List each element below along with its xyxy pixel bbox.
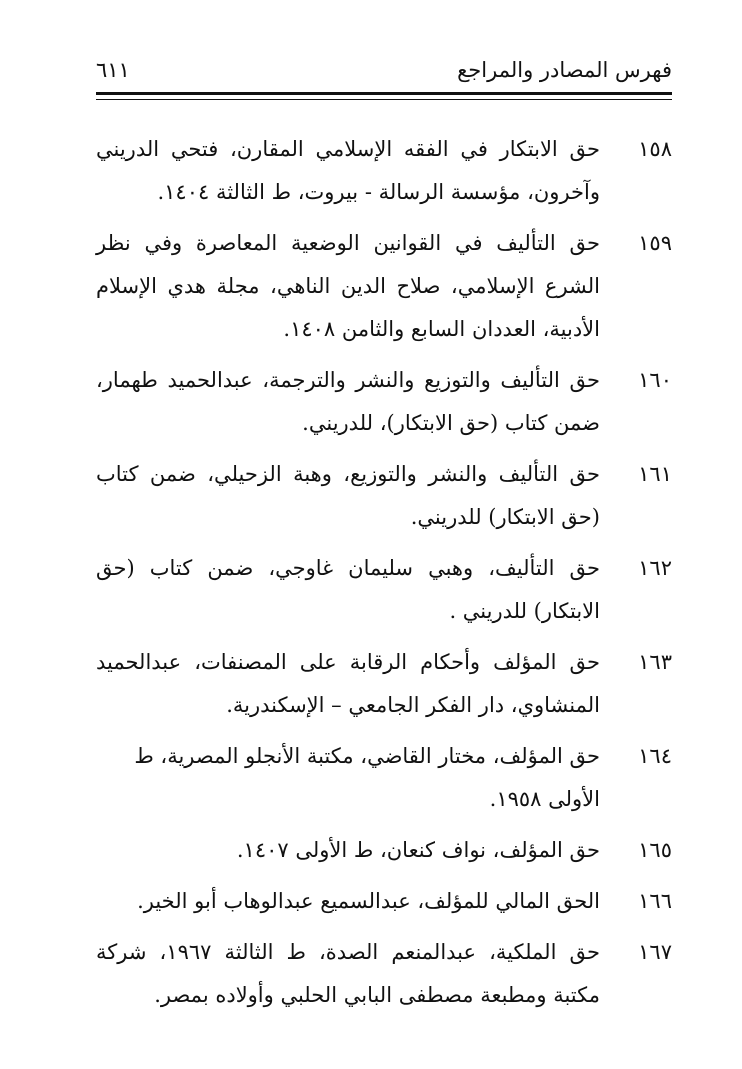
bibliography-list xyxy=(96,128,672,1025)
bibliography-entry xyxy=(96,641,672,727)
bibliography-entry xyxy=(96,880,672,923)
entry-number: ١٦١ xyxy=(638,462,672,486)
bibliography-entry xyxy=(96,931,672,1017)
entry-text: حق المؤلف وأحكام الرقابة على المصنفات، عبدالحميد المنشاوي، دار الفكر الجامعي – الإسكندرية. xyxy=(96,650,600,717)
entry-number: ١٦٧ xyxy=(638,940,672,964)
entry-number: ١٥٨ xyxy=(638,137,672,161)
entry-number: ١٦٣ xyxy=(638,650,672,674)
entry-number: ١٦٤ xyxy=(638,744,672,768)
bibliography-entry xyxy=(96,359,672,445)
entry-text: الحق المالي للمؤلف، عبدالسميع عبدالوهاب أبو الخير. xyxy=(137,889,600,913)
running-title: فهرس المصادر والمراجع xyxy=(457,58,672,82)
entry-text: حق الابتكار في الفقه الإسلامي المقارن، فتحي الدريني وآخرون، مؤسسة الرسالة - بيروت، ط الثالثة ١٤٠٤. xyxy=(96,137,600,204)
header-rule-thin xyxy=(96,99,672,100)
entry-number: ١٥٩ xyxy=(638,231,672,255)
bibliography-entry xyxy=(96,547,672,633)
header-rule-thick xyxy=(96,92,672,95)
bibliography-entry xyxy=(96,222,672,351)
entry-number: ١٦٦ xyxy=(638,889,672,913)
entry-text: حق المؤلف، مختار القاضي، مكتبة الأنجلو المصرية، ط الأولى ١٩٥٨. xyxy=(134,744,600,811)
entry-number: ١٦٥ xyxy=(638,838,672,862)
bibliography-entry xyxy=(96,829,672,872)
bibliography-entry xyxy=(96,735,672,821)
bibliography-entry xyxy=(96,453,672,539)
entry-text: حق التأليف والنشر والتوزيع، وهبة الزحيلي، ضمن كتاب (حق الابتكار) للدريني. xyxy=(96,462,600,529)
entry-text: حق المؤلف، نواف كنعان، ط الأولى ١٤٠٧. xyxy=(236,838,600,862)
page-number: ٦١١ xyxy=(96,58,130,82)
page-header xyxy=(96,56,672,92)
entry-text: حق التأليف، وهبي سليمان غاوجي، ضمن كتاب (حق الابتكار) للدريني . xyxy=(96,556,600,623)
entry-text: حق الملكية، عبدالمنعم الصدة، ط الثالثة ١٩٦٧، شركة مكتبة ومطبعة مصطفى البابي الحلبي وأولاده بمصر. xyxy=(96,940,600,1007)
entry-number: ١٦٢ xyxy=(638,556,672,580)
entry-text: حق التأليف في القوانين الوضعية المعاصرة وفي نظر الشرع الإسلامي، صلاح الدين الناهي، مجلة هدي الإسلام الأدبية، العددان السابع والثامن ١٤٠٨. xyxy=(96,231,600,341)
entry-text: حق التأليف والتوزيع والنشر والترجمة، عبدالحميد طهمار، ضمن كتاب (حق الابتكار)، للدريني. xyxy=(96,368,600,435)
bibliography-entry xyxy=(96,128,672,214)
entry-number: ١٦٠ xyxy=(638,368,672,392)
